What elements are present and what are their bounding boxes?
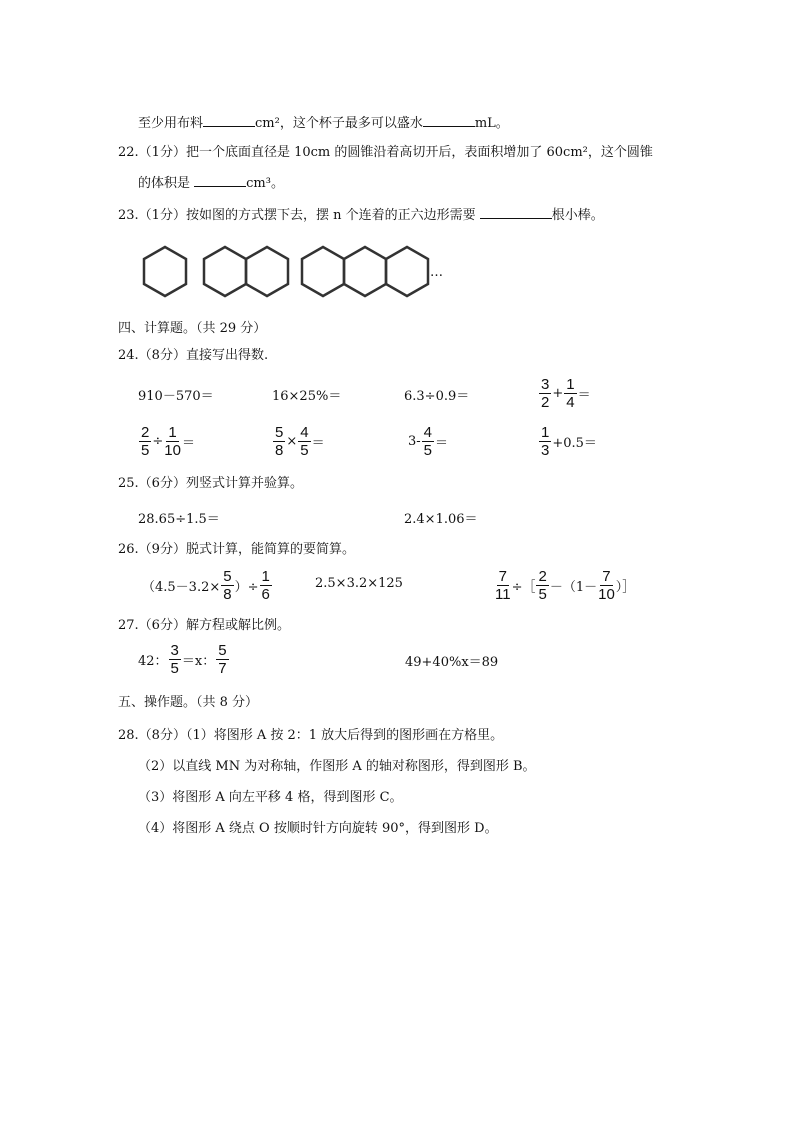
expression	[315, 576, 403, 591]
expression	[138, 424, 195, 459]
denominator: 4	[566, 394, 575, 411]
hexagon-pattern-figure	[140, 244, 450, 300]
hexagon-triple	[302, 247, 428, 296]
numerator: 7	[602, 568, 611, 585]
numerator: 5	[218, 642, 227, 659]
text: mL。	[474, 116, 509, 131]
section-4-heading: 四、计算题。（共 29 分）	[118, 321, 267, 336]
denominator: 5	[300, 442, 309, 459]
section-5-heading: 五、操作题。（共 8 分）	[118, 695, 259, 710]
q26-title: 26.（9分）脱式计算，能简算的要简算。	[118, 542, 355, 557]
expression-text: ＝	[577, 388, 591, 403]
answer-blank[interactable]	[203, 114, 255, 127]
expression-text: 910－570＝	[138, 389, 214, 404]
expression-text: ＝	[435, 436, 449, 451]
fraction	[169, 642, 181, 677]
numerator: 4	[300, 424, 309, 441]
denominator: 5	[538, 586, 547, 603]
expression-text: ）÷	[234, 580, 259, 595]
text: 23.（1分）按如图的方式摆下去，摆 n 个连着的正六边形需要	[118, 208, 480, 223]
expression-text: ＝	[181, 436, 195, 451]
fraction	[139, 424, 151, 459]
expression-text: ）］	[615, 580, 636, 595]
expression	[272, 385, 341, 404]
expression-text: （4.5－3.2×	[142, 580, 221, 595]
expression	[538, 424, 597, 459]
expression-text: ＝	[311, 436, 325, 451]
numerator: 2	[141, 424, 150, 441]
numerator: 7	[498, 568, 507, 585]
expression-text: ÷［	[511, 580, 536, 595]
q28-line2: （2）以直线 MN 为对称轴，作图形 A 的轴对称图形，得到图形 B。	[138, 759, 536, 774]
fraction	[216, 642, 228, 677]
numerator: 3	[170, 642, 179, 659]
q25-title: 25.（6分）列竖式计算并验算。	[118, 476, 303, 491]
expression-text: 49+40%x＝89	[405, 655, 499, 670]
expression-text: 6.3÷0.9＝	[404, 389, 470, 404]
fraction	[539, 424, 551, 459]
text: 至少用布料	[138, 116, 204, 131]
fraction	[221, 568, 233, 603]
fraction	[536, 568, 548, 603]
expression-text: －（1－	[549, 580, 598, 595]
numerator: 1	[566, 376, 575, 393]
denominator: 5	[423, 442, 433, 459]
q23-line	[118, 206, 604, 225]
expression	[272, 424, 325, 459]
numerator: 5	[223, 568, 232, 585]
numerator: 4	[423, 424, 433, 441]
text: 根小棒。	[551, 208, 604, 223]
denominator: 10	[598, 586, 615, 603]
expression	[494, 568, 635, 603]
expression	[404, 508, 478, 527]
q24-title: 24.（8分）直接写出得数.	[118, 348, 269, 363]
expression-text: 3-	[408, 434, 421, 449]
denominator: 3	[541, 442, 550, 459]
expression	[138, 385, 214, 404]
numerator: 3	[541, 376, 550, 393]
denominator: 11	[495, 586, 511, 603]
expression-text: ×	[286, 434, 298, 449]
expression-text: 42：	[138, 654, 168, 669]
expression-text: +	[552, 386, 564, 401]
hexagon	[144, 247, 186, 296]
expression	[404, 385, 469, 404]
answer-blank[interactable]	[480, 206, 552, 219]
text: cm³。	[246, 176, 284, 191]
hexagon-pair	[204, 247, 288, 296]
ellipsis: …	[430, 265, 443, 280]
expression-text: 16×25%＝	[272, 389, 342, 404]
numerator: 5	[275, 424, 284, 441]
q28-line1: 28.（8分）（1）将图形 A 按 2：1 放大后得到的图形画在方格里。	[118, 728, 504, 743]
denominator: 6	[261, 586, 270, 603]
q22-line1: 22.（1分）把一个底面直径是 10cm 的圆锥沿着高切开后，表面积增加了 60cm²，这个圆锥	[118, 145, 653, 160]
denominator: 10	[164, 442, 181, 459]
expression-text: 2.4×1.06＝	[404, 512, 478, 527]
fraction	[564, 376, 576, 411]
expression	[142, 568, 273, 603]
q28-line4: （4）将图形 A 绕点 O 按顺时针方向旋转 90°，得到图形 D。	[138, 821, 498, 836]
denominator: 5	[141, 442, 150, 459]
numerator: 1	[261, 568, 270, 585]
answer-blank[interactable]	[194, 174, 246, 187]
q21-continuation	[138, 114, 509, 133]
fraction	[598, 568, 615, 603]
fraction	[273, 424, 285, 459]
expression-text: ＝x：	[181, 654, 216, 669]
fraction	[539, 376, 551, 411]
numerator: 1	[168, 424, 177, 441]
expression	[538, 376, 591, 411]
expression	[138, 642, 230, 677]
denominator: 8	[275, 442, 284, 459]
denominator: 7	[218, 660, 227, 677]
answer-blank[interactable]	[423, 114, 475, 127]
expression	[138, 508, 220, 527]
fraction	[422, 424, 434, 459]
denominator: 2	[541, 394, 550, 411]
denominator: 5	[170, 660, 179, 677]
numerator: 2	[538, 568, 547, 585]
text: cm²，这个杯子最多可以盛水	[255, 116, 423, 131]
denominator: 8	[223, 586, 232, 603]
expression-text: 28.65÷1.5＝	[138, 512, 220, 527]
fraction	[495, 568, 511, 603]
expression-text: 2.5×3.2×125	[315, 576, 403, 591]
fraction	[260, 568, 272, 603]
q28-line3: （3）将图形 A 向左平移 4 格，得到图形 C。	[138, 790, 403, 805]
fraction	[164, 424, 181, 459]
expression	[408, 424, 448, 459]
text: 的体积是	[138, 176, 195, 191]
expression	[405, 651, 498, 670]
fraction	[298, 424, 310, 459]
numerator: 1	[541, 424, 550, 441]
expression-text: +0.5＝	[552, 436, 597, 451]
q22-line2	[138, 174, 284, 193]
q27-title: 27.（6分）解方程或解比例。	[118, 618, 290, 633]
expression-text: ÷	[152, 434, 164, 449]
